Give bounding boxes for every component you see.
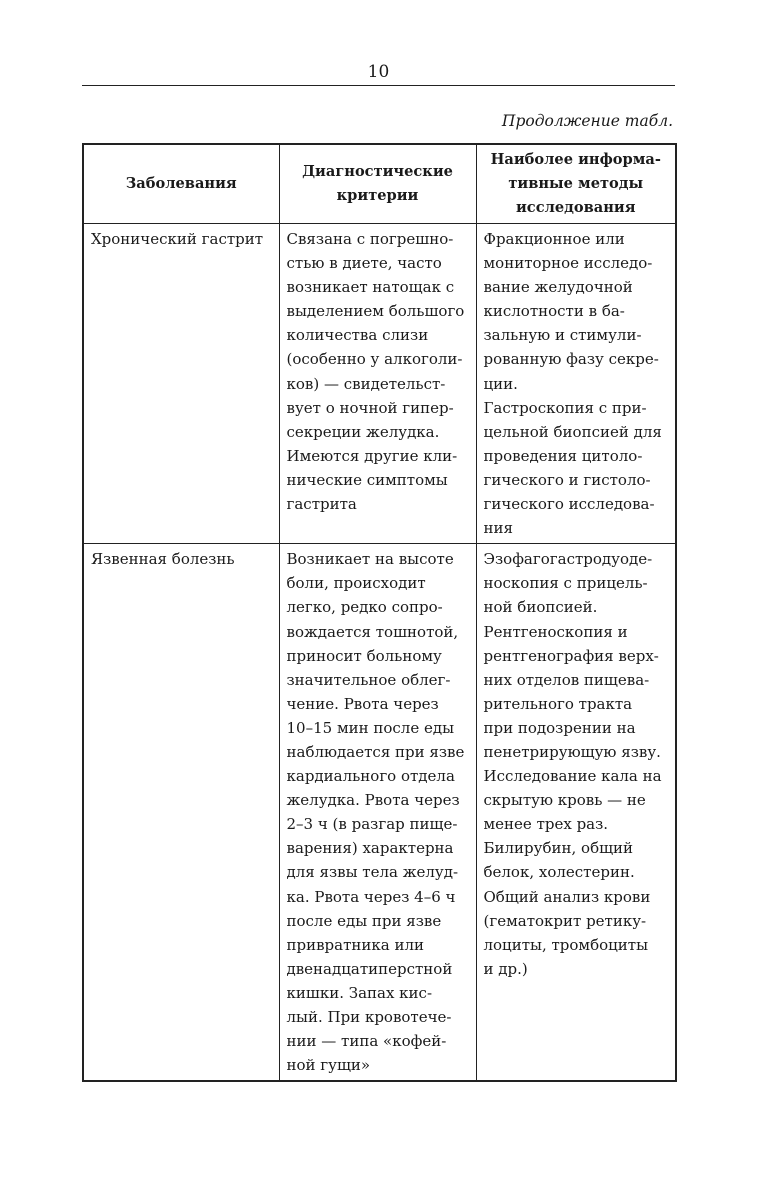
methods-line: них отделов пищева- [483,670,650,689]
methods-line: цельной биопсией для [483,422,662,441]
methods-line: Фракционное или [483,230,625,248]
criteria-line: количества слизи [286,326,429,345]
methods-line: лоциты, тромбоциты [483,935,649,954]
disease-cell: Хронический гастрит [83,224,279,544]
criteria-line: ка. Рвота через 4–6 ч [286,887,456,906]
criteria-line: гастрита [286,495,357,514]
criteria-line: 10–15 мин после еды [286,718,455,737]
criteria-line: для язвы тела желуд- [286,863,459,882]
criteria-line: легко, редко сопро- [286,598,443,617]
criteria-line: приносит больному [286,646,442,665]
methods-line: при подозрении на [483,718,636,737]
methods-line: Общий анализ крови [483,887,651,906]
methods-line: гического исследова- [483,495,655,514]
criteria-line: после еды при язве [286,911,442,930]
criteria-cell [279,544,476,1082]
criteria-line: Связана с погрешно- [286,230,454,248]
methods-line: зальную и стимули- [483,326,642,345]
diagnosis-table [82,143,677,1082]
methods-line: носкопия с прицель- [483,574,648,593]
criteria-line: боли, происходит [286,574,426,593]
criteria-line: вует о ночной гипер- [286,398,454,417]
methods-line: ной биопсией. [483,598,598,617]
methods-line: Рентгеноскопия и [483,622,628,641]
methods-line: рованную фазу секре- [483,350,659,369]
criteria-line: чение. Рвота через [286,694,439,713]
methods-line: менее трех раз. [483,815,609,834]
methods-line: вание желудочной [483,278,633,297]
criteria-line: 2–3 ч (в разгар пище- [286,815,458,834]
header-rule [82,85,675,86]
methods-line: (гематокрит ретику- [483,911,647,930]
criteria-line: нии — типа «кофей- [286,1032,447,1051]
methods-line: Исследование кала на [483,767,662,786]
criteria-line: выделением большого [286,302,465,321]
methods-line: и др.) [483,959,528,978]
criteria-line: секреции желудка. [286,422,440,441]
methods-line: Эзофагогастродуоде- [483,550,653,569]
criteria-line: Возникает на высоте [286,550,454,569]
methods-line: кислотности в ба- [483,302,625,321]
criteria-line: привратника или [286,935,424,954]
table-row [83,224,676,544]
methods-line: рентгенография верх- [483,646,659,665]
criteria-line: стью в диете, часто [286,254,442,273]
criteria-cell [279,224,476,544]
criteria-line: Имеются другие кли- [286,446,458,465]
criteria-line: кардиального отдела [286,767,455,786]
criteria-line: лый. При кровотече- [286,1008,452,1026]
criteria-line: ной гущи» [286,1056,371,1075]
header-diagnostic-criteria: Диагностические критерии [279,144,476,224]
disease-cell: Язвенная болезнь [83,544,279,1082]
methods-line: проведения цитоло- [483,446,643,465]
page-number: 10 [367,62,390,82]
methods-line: Билирубин, общий [483,839,634,858]
criteria-line: вождается тошнотой, [286,622,459,641]
methods-line: рительного тракта [483,694,633,713]
criteria-line: наблюдается при язве [286,742,465,761]
methods-line: гического и гистоло- [483,470,651,489]
methods-line: белок, холестерин. [483,863,635,882]
methods-cell [476,224,676,544]
criteria-line: значительное облег- [286,670,451,689]
criteria-line: нические симптомы [286,470,448,489]
methods-line: скрытую кровь — не [483,791,646,810]
methods-cell [476,544,676,1082]
criteria-line: кишки. Запах кис- [286,983,433,1002]
criteria-line: двенадцатиперстной [286,959,453,978]
criteria-line: возникает натощак с [286,278,455,297]
methods-line: ния [483,519,513,538]
methods-line: пенетрирующую язву. [483,742,661,761]
criteria-line: (особенно у алкоголи- [286,350,463,369]
methods-line: Гастроскопия с при- [483,398,647,417]
table-header-row [83,144,676,224]
methods-line: мониторное исследо- [483,254,653,273]
table-row [83,544,676,1082]
criteria-line: варения) характерна [286,839,454,858]
criteria-line: желудка. Рвота через [286,791,460,810]
criteria-line: ков) — свидетельст- [286,374,446,393]
header-informative-methods: Наиболее информа-тивные методы исследования [476,144,676,224]
methods-line: ции. [483,374,518,393]
header-diseases: Заболевания [83,144,279,224]
table-continuation-note: Продолжение табл. [501,112,673,130]
